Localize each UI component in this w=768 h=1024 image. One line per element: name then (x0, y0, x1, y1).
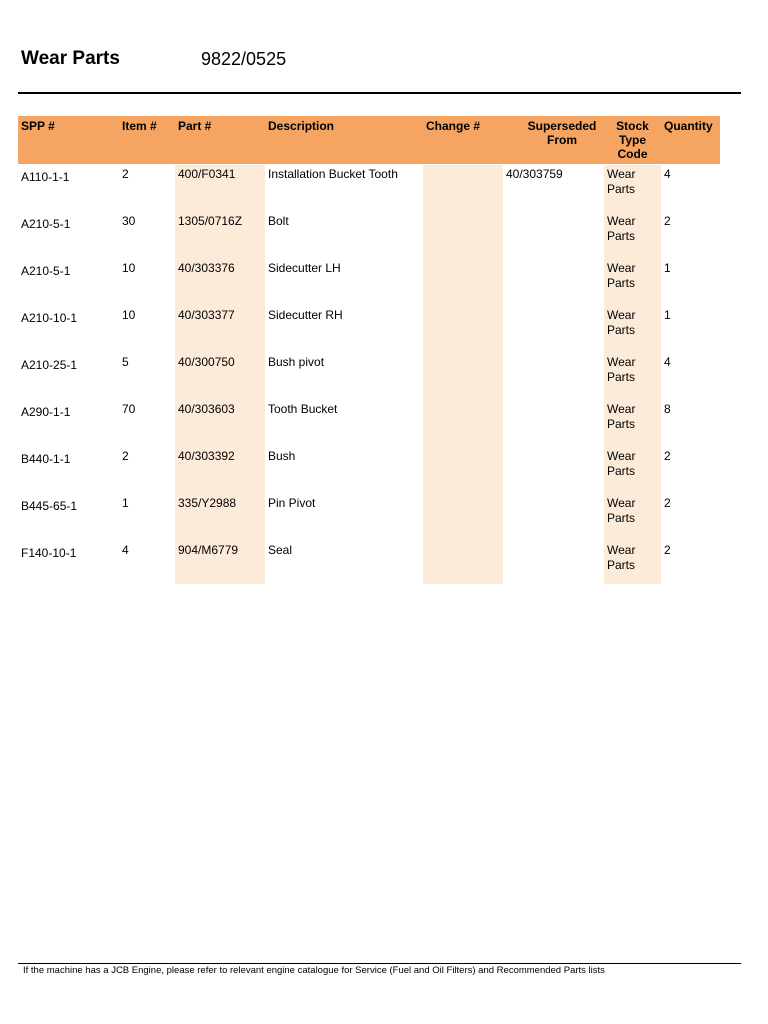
cell-quantity: 2 (664, 214, 671, 228)
column-header-description: Description (265, 116, 423, 165)
cell-part: 40/303392 (175, 447, 265, 494)
cell-item: 1 (122, 496, 129, 510)
footer-divider (18, 963, 741, 964)
document-number: 9822/0525 (201, 49, 287, 69)
cell-quantity: 4 (664, 167, 671, 181)
cell-quantity: 1 (664, 261, 671, 275)
cell-part: 40/300750 (175, 353, 265, 400)
cell-change (423, 541, 503, 584)
cell-superseded (503, 306, 604, 353)
column-header-item: Item # (119, 116, 175, 165)
cell-description: Seal (268, 543, 293, 557)
cell-description: Bush pivot (268, 355, 325, 369)
cell-superseded (503, 259, 604, 306)
cell-part: 40/303376 (175, 259, 265, 306)
cell-spp: A110-1-1 (21, 170, 70, 184)
table-row (18, 494, 720, 541)
cell-spp: A210-10-1 (21, 311, 78, 325)
cell-superseded: 40/303759 (506, 167, 563, 181)
cell-item: 2 (122, 167, 129, 181)
cell-description: Bolt (268, 214, 289, 228)
cell-change (423, 447, 503, 494)
cell-stock-type: Wear Parts (604, 259, 661, 306)
cell-description: Sidecutter RH (268, 308, 343, 322)
cell-part: 335/Y2988 (175, 494, 265, 541)
cell-item: 4 (122, 543, 129, 557)
table-row (18, 400, 720, 447)
cell-superseded (503, 494, 604, 541)
cell-change (423, 353, 503, 400)
cell-stock-type: Wear Parts (604, 165, 661, 213)
table-row (18, 541, 720, 584)
column-header-change: Change # (423, 116, 503, 165)
cell-item: 5 (122, 355, 129, 369)
cell-change (423, 494, 503, 541)
cell-quantity: 2 (664, 449, 671, 463)
cell-quantity: 8 (664, 402, 671, 416)
cell-description: Sidecutter LH (268, 261, 341, 275)
parts-table (18, 116, 720, 584)
cell-superseded (503, 541, 604, 584)
column-header-spp: SPP # (18, 116, 119, 165)
cell-superseded (503, 212, 604, 259)
cell-description: Installation Bucket Tooth (268, 167, 398, 181)
cell-spp: A210-5-1 (21, 264, 71, 278)
cell-spp: A290-1-1 (21, 405, 71, 419)
cell-part: 1305/0716Z (175, 212, 265, 259)
cell-part: 904/M6779 (175, 541, 265, 584)
cell-item: 10 (122, 261, 136, 275)
cell-item: 70 (122, 402, 136, 416)
cell-spp: B445-65-1 (21, 499, 78, 513)
cell-stock-type: Wear Parts (604, 541, 661, 584)
superseded-label: Superseded From (527, 119, 597, 147)
cell-part: 400/F0341 (175, 165, 265, 213)
cell-part: 40/303603 (175, 400, 265, 447)
cell-superseded (503, 400, 604, 447)
cell-change (423, 259, 503, 306)
page-title: Wear Parts (21, 48, 120, 69)
cell-superseded (503, 447, 604, 494)
cell-spp: A210-25-1 (21, 358, 78, 372)
cell-quantity: 2 (664, 496, 671, 510)
table-row (18, 447, 720, 494)
table-header-row (18, 116, 720, 165)
cell-description: Bush (268, 449, 296, 463)
cell-item: 30 (122, 214, 136, 228)
column-header-superseded (503, 116, 604, 165)
table-row (18, 306, 720, 353)
cell-stock-type: Wear Parts (604, 306, 661, 353)
cell-change (423, 165, 503, 213)
table-row (18, 259, 720, 306)
cell-part: 40/303377 (175, 306, 265, 353)
table-row (18, 212, 720, 259)
cell-stock-type: Wear Parts (604, 447, 661, 494)
cell-description: Pin Pivot (268, 496, 316, 510)
cell-quantity: 4 (664, 355, 671, 369)
cell-description: Tooth Bucket (268, 402, 338, 416)
cell-change (423, 400, 503, 447)
cell-stock-type: Wear Parts (604, 212, 661, 259)
cell-quantity: 1 (664, 308, 671, 322)
cell-spp: B440-1-1 (21, 452, 71, 466)
cell-spp: F140-10-1 (21, 546, 77, 560)
cell-spp: A210-5-1 (21, 217, 71, 231)
column-header-part: Part # (175, 116, 265, 165)
cell-item: 2 (122, 449, 129, 463)
table-row (18, 353, 720, 400)
cell-quantity: 2 (664, 543, 671, 557)
cell-stock-type: Wear Parts (604, 353, 661, 400)
cell-superseded (503, 353, 604, 400)
table-row (18, 165, 720, 213)
column-header-stock-type: Stock Type Code (604, 116, 661, 165)
footer-note: If the machine has a JCB Engine, please refer to relevant engine catalogue for Service (Fuel and Oil Filters) and Recommended Parts lists (23, 965, 605, 976)
cell-stock-type: Wear Parts (604, 494, 661, 541)
cell-change (423, 306, 503, 353)
column-header-quantity: Quantity (661, 116, 720, 165)
header-divider (18, 92, 741, 94)
cell-stock-type: Wear Parts (604, 400, 661, 447)
cell-change (423, 212, 503, 259)
cell-item: 10 (122, 308, 136, 322)
